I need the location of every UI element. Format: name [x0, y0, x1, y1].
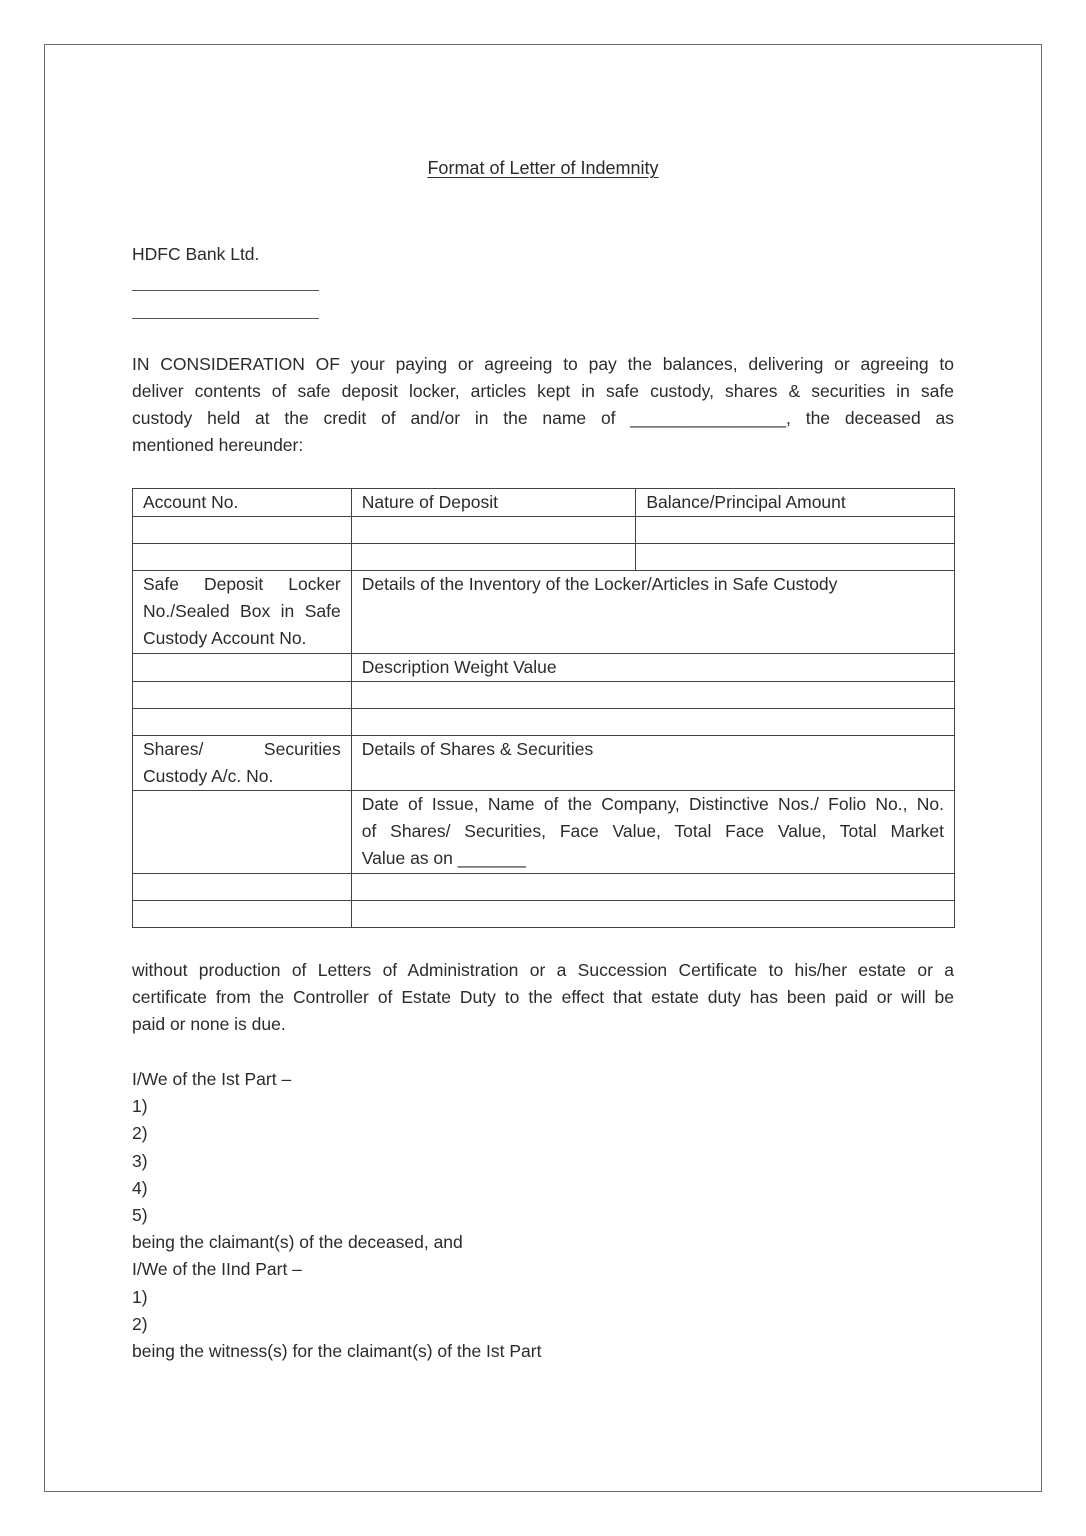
- first-part-item-1: 1): [132, 1096, 148, 1117]
- blank-cell[interactable]: [133, 874, 352, 901]
- intro-line-2: deliver contents of safe deposit locker, articles kept in safe custody, shares & securities in safe: [132, 381, 954, 401]
- first-part-item-3: 3): [132, 1150, 148, 1171]
- shares-label-line-2: Custody A/c. No.: [143, 766, 274, 786]
- addressee-name: HDFC Bank Ltd.: [132, 244, 260, 264]
- locker-label-cell: [133, 571, 352, 654]
- blank-cell[interactable]: [351, 874, 954, 901]
- blank-cell[interactable]: [351, 544, 636, 571]
- locker-subheader: Description Weight Value: [351, 654, 954, 682]
- header-balance: Balance/Principal Amount: [636, 489, 955, 517]
- locker-label-line-2: No./Sealed Box in Safe: [143, 601, 341, 621]
- table-row: [133, 682, 955, 709]
- shares-row: [133, 736, 955, 791]
- shares-subheader: [351, 791, 954, 874]
- blank-cell[interactable]: [351, 901, 954, 928]
- address-blank-line-1[interactable]: [132, 290, 319, 291]
- closing-line-3: paid or none is due.: [132, 1014, 286, 1034]
- table-row: [133, 517, 955, 544]
- blank-cell[interactable]: [351, 517, 636, 544]
- table-row: [133, 544, 955, 571]
- shares-subheader-line-2: of Shares/ Securities, Face Value, Total Face Value, Total Market: [361, 821, 944, 841]
- shares-subheader-row: [133, 791, 955, 874]
- blank-cell[interactable]: [133, 791, 352, 874]
- first-part-item-4: 4): [132, 1177, 148, 1198]
- second-part-item-1: 1): [132, 1286, 148, 1307]
- blank-cell[interactable]: [133, 709, 352, 736]
- blank-cell[interactable]: [636, 517, 955, 544]
- intro-line-4: mentioned hereunder:: [132, 435, 304, 455]
- intro-line-3: custody held at the credit of and/or in the name of ________________, the deceased as: [132, 408, 954, 428]
- table-row: [133, 709, 955, 736]
- second-part-item-2: 2): [132, 1313, 148, 1334]
- deposits-table: [132, 488, 955, 928]
- locker-label-line-1: Safe Deposit Locker: [143, 574, 341, 594]
- locker-subheader-row: [133, 654, 955, 682]
- first-part-heading: I/We of the Ist Part –: [132, 1069, 292, 1089]
- first-part-item-5: 5): [132, 1205, 148, 1226]
- consideration-paragraph: [132, 351, 954, 459]
- table-header-row: [133, 489, 955, 517]
- intro-line-1: IN CONSIDERATION OF your paying or agreeing to pay the balances, delivering or agreeing to: [132, 354, 954, 374]
- shares-label-cell: [133, 736, 352, 791]
- second-part-heading: I/We of the IInd Part –: [132, 1259, 302, 1280]
- blank-cell[interactable]: [133, 682, 352, 709]
- closing-line-2: certificate from the Controller of Estate Duty to the effect that estate duty has been paid or will be: [132, 987, 954, 1007]
- blank-cell[interactable]: [351, 709, 954, 736]
- closing-paragraph: [132, 957, 954, 1038]
- locker-details: Details of the Inventory of the Locker/Articles in Safe Custody: [351, 571, 954, 654]
- shares-details: Details of Shares & Securities: [351, 736, 954, 791]
- shares-label-line-1: Shares/ Securities: [143, 739, 341, 759]
- table-row: [133, 874, 955, 901]
- blank-cell[interactable]: [636, 544, 955, 571]
- blank-cell[interactable]: [133, 654, 352, 682]
- locker-row: [133, 571, 955, 654]
- table-row: [133, 901, 955, 928]
- shares-subheader-line-1: Date of Issue, Name of the Company, Distinctive Nos./ Folio No., No.: [361, 794, 944, 814]
- first-part-closing: being the claimant(s) of the deceased, and: [132, 1232, 463, 1253]
- shares-subheader-line-3: Value as on _______: [361, 848, 526, 868]
- blank-cell[interactable]: [133, 901, 352, 928]
- address-blank-line-2[interactable]: [132, 318, 319, 319]
- parties-section: [132, 1066, 541, 1365]
- closing-line-1: without production of Letters of Administration or a Succession Certificate to his/her estate or a: [132, 960, 954, 980]
- header-account-no: Account No.: [133, 489, 352, 517]
- first-part-item-2: 2): [132, 1123, 148, 1144]
- blank-cell[interactable]: [351, 682, 954, 709]
- second-part-closing: being the witness(s) for the claimant(s) of the Ist Part: [132, 1341, 542, 1362]
- locker-label-line-3: Custody Account No.: [143, 628, 307, 648]
- document-title: Format of Letter of Indemnity: [427, 158, 659, 178]
- blank-cell[interactable]: [133, 517, 352, 544]
- header-nature-of-deposit: Nature of Deposit: [351, 489, 636, 517]
- blank-cell[interactable]: [133, 544, 352, 571]
